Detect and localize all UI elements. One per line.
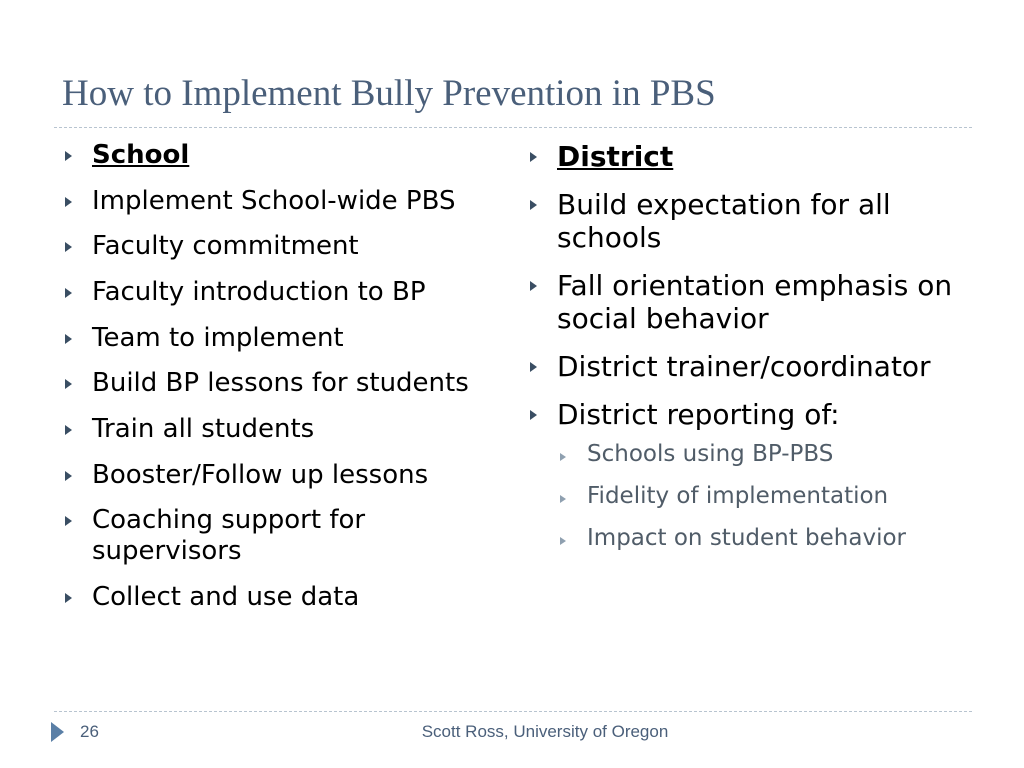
triangle-bullet-icon [530,152,537,162]
district-heading-item [527,140,972,173]
footer-credit: Scott Ross, University of Oregon [421,722,669,741]
reporting-sublist [557,441,972,552]
district-column [527,140,972,568]
triangle-bullet-icon [530,362,537,372]
triangle-bullet-icon [65,288,72,298]
school-heading-item [62,140,512,171]
list-item-text: District reporting of: [557,398,840,432]
list-item [62,582,512,613]
triangle-bullet-icon [65,242,72,252]
triangle-bullet-icon [65,334,72,344]
list-item [62,460,512,491]
triangle-bullet-icon [65,593,72,603]
sub-list-item-text: Fidelity of implementation [587,483,889,510]
small-triangle-bullet-icon [560,453,566,461]
school-heading: School [92,140,190,170]
list-item [527,350,972,383]
triangle-bullet-icon [530,410,537,420]
list-item-text: Implement School-wide PBS [92,185,456,216]
school-column [62,140,512,627]
list-item [527,188,972,254]
list-item-text: Collect and use data [92,581,360,612]
footer-divider [54,711,972,712]
district-heading: District [557,140,674,173]
list-item-text: District trainer/coordinator [557,350,931,384]
sub-list-item-text: Impact on student behavior [587,525,907,552]
triangle-bullet-icon [530,200,537,210]
list-item-text: Build expectation for all schools [557,188,891,255]
list-item [62,186,512,217]
list-item-text: Fall orientation emphasis on social behavior [557,269,953,336]
sub-list-item-text: Schools using BP-PBS [587,441,834,468]
triangle-bullet-icon [65,516,72,526]
page-number: 26 [80,722,99,741]
list-item [62,323,512,354]
small-triangle-bullet-icon [560,495,566,503]
list-item-text: Faculty commitment [92,231,359,262]
triangle-bullet-icon [65,425,72,435]
list-item-text: Team to implement [92,322,344,353]
sub-list-item [557,525,972,552]
footer-triangle-icon [51,722,64,742]
list-item-text: Booster/Follow up lessons [92,459,429,490]
list-item-text: Coaching support for supervisors [92,505,366,567]
sub-list-item [557,483,972,510]
slide-title: How to Implement Bully Prevention in PBS [62,73,716,114]
list-item [62,231,512,262]
list-item [527,269,972,335]
triangle-bullet-icon [530,281,537,291]
list-item [62,277,512,308]
list-item [62,505,512,566]
list-item-text: Train all students [92,414,315,445]
triangle-bullet-icon [65,151,72,161]
list-item-text: Faculty introduction to BP [92,277,426,308]
title-divider [54,127,972,128]
sub-list-item [557,441,972,468]
list-item [527,398,972,552]
triangle-bullet-icon [65,379,72,389]
list-item [62,414,512,445]
list-item-text: Build BP lessons for students [92,368,469,399]
small-triangle-bullet-icon [560,537,566,545]
triangle-bullet-icon [65,197,72,207]
list-item [62,368,512,399]
triangle-bullet-icon [65,471,72,481]
